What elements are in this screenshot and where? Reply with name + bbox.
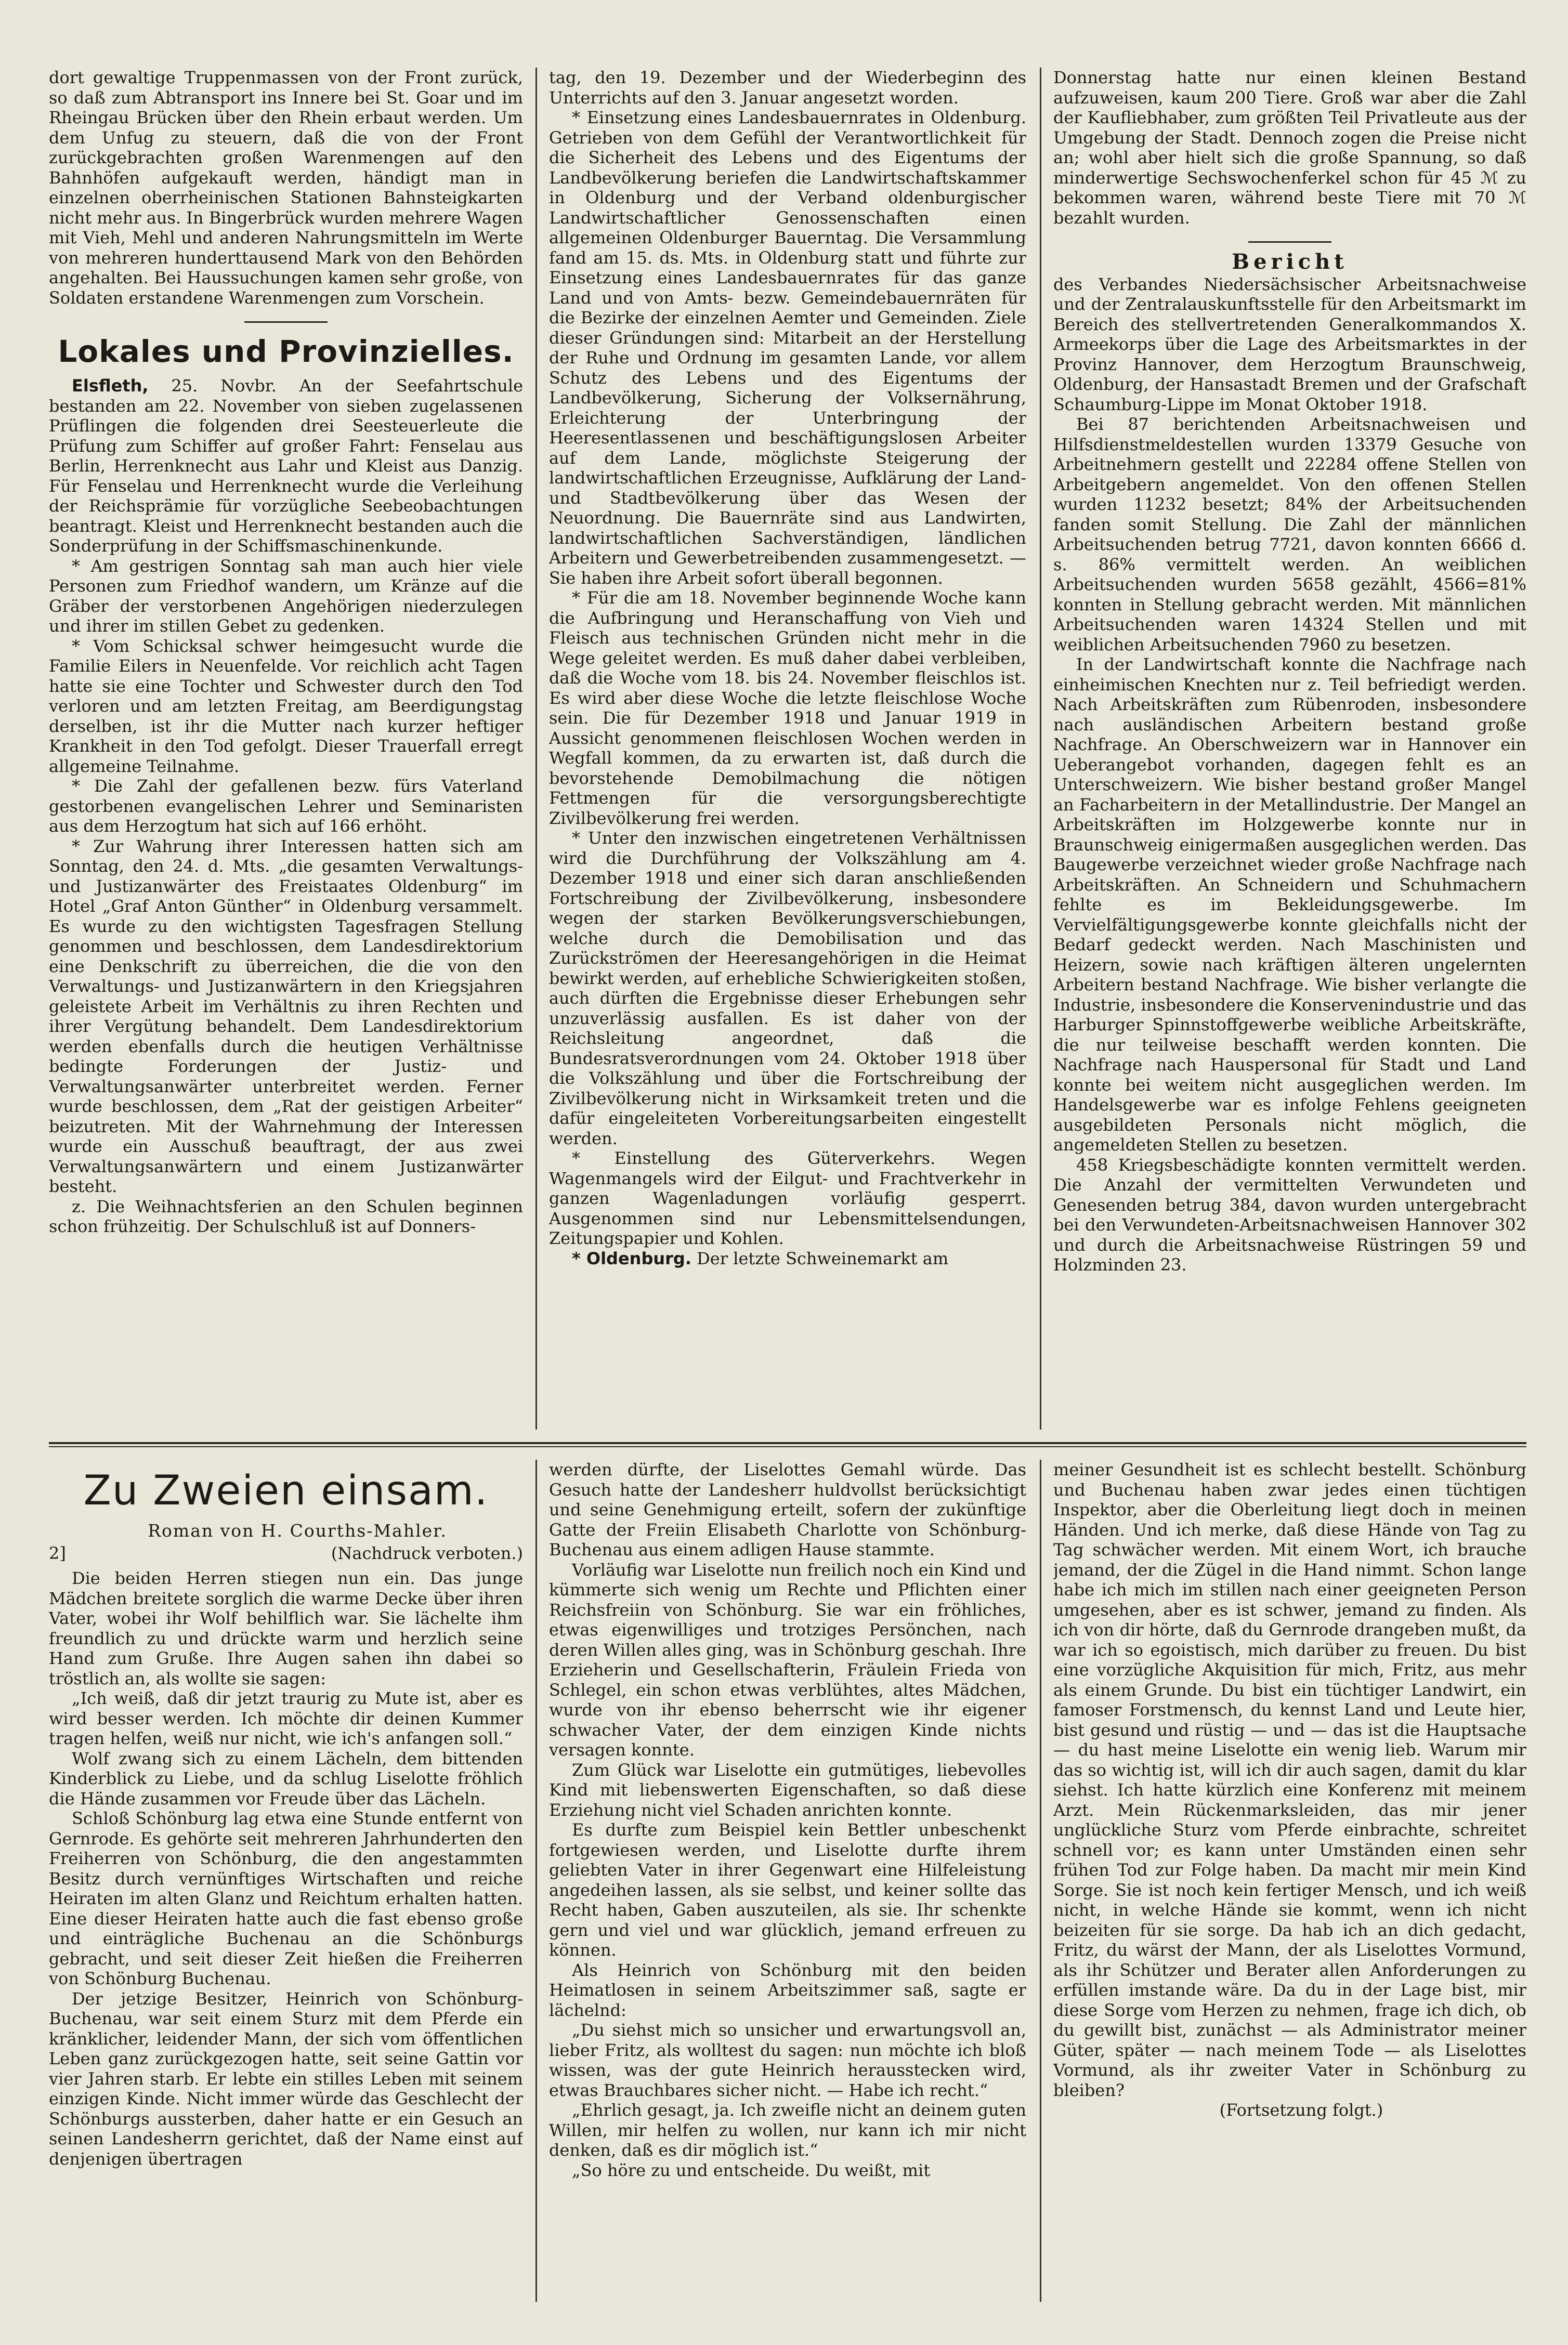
novel-paragraph: Wolf zwang sich zu einem Lächeln, dem bittenden Kinderblick zu Liebe, und da schlug Liselotte fröhlich die Hände zusammen vor Freude über das Lächeln.: [49, 1748, 523, 1809]
article-schweinemarkt-text: Der letzte Schweinemarkt am: [691, 1248, 949, 1268]
novel-paragraph: Zum Glück war Liselotte ein gutmütiges, liebevolles Kind mit liebenswerten Eigenschaften, so daß diese Erziehung nicht viel Schaden anrichten konnte.: [549, 1760, 1026, 1820]
novel-meta: [49, 1543, 523, 1564]
novel-paragraph: „Ich weiß, daß dir jetzt traurig zu Mute ist, aber es wird besser werden. Ich möchte dir deinen Kummer tragen helfen, weiß nur nicht, wie ich's anfangen soll.“: [49, 1688, 523, 1748]
news-column-3: [1053, 68, 1526, 1430]
novel-paragraph: meiner Gesundheit ist es schlecht bestellt. Schönburg und Buchenau haben zwar jedes einen tüchtigen Inspektor, aber die Oberleitung liegt doch in meinen Händen. Und ich merke, daß diese Hände von Tag zu Tag schwächer werden. Mit einem Wort, ich brauche jemand, der die Zügel in die Hand nimmt. Schon lange habe ich mich im stillen nach einer geeigneten Person umgesehen, aber es ist schwer, jemand zu finden. Als ich von dir hörte, daß du Gernrode drangeben mußt, da war ich so egoistisch, mich darüber zu freuen. Du bist eine vorzügliche Akquisition für mich, Fritz, aus mehr als einem Grunde. Du bist ein tüchtiger Landwirt, ein famoser Forstmensch, du kennst Land und Leute hier, bist gesund und rüstig — und — das ist die Hauptsache — du hast meine Liselotte ein wenig lieb. Warum mir das so wichtig ist, will ich dir auch sagen, damit du klar siehst. Ich hatte kürzlich eine Konferenz mit meinem Arzt. Mein Rückenmarksleiden, das mir jener unglückliche Sturz vom Pferde einbrachte, schreitet schnell vor; es kann unter Umständen einen sehr frühen Tod zur Folge haben. Da macht mir mein Kind Sorge. Sie ist noch kein fertiger Mensch, und ich weiß nicht, in welche Hände sie kommt, wenn ich nicht beizeiten für sie sorge. Da hab ich an dich gedacht, Fritz, du wärst der Mann, der als Liselottes Vormund, als ihr Schützer und Berater allen Anforderungen zu erfüllen imstande wäre. Da du in der Lage bist, mir diese Sorge vom Herzen zu nehmen, frage ich dich, ob du gewillt bist, zunächst — als Administrator meiner Güter, später — nach meinem Tode — als Liselottes Vormund, als ihr zweiter Vater in Schönburg zu bleiben?: [1053, 1460, 1526, 2100]
column-rule: [535, 68, 537, 1430]
report-sectors: In der Landwirtschaft konnte die Nachfrage nach einheimischen Knechten nur z. Teil befriedigt werden. Nach Arbeitskräften zum Rübenroden, insbesondere nach ausländischen Arbeitern bestand große Nachfrage. An Oberschweizern war in Hannover ein Ueberangebot vorhanden, dagegen fehlt es an Unterschweizern. Wie bisher bestand großer Mangel an Facharbeitern in der Metallindustrie. Der Mangel an Arbeitskräften im Holzgewerbe konnte nur in Braunschweig einigermaßen ausgeglichen werden. Das Baugewerbe verzeichnet wieder große Nachfrage nach Arbeitskräften. An Schneidern und Schuhmachern fehlte es im Bekleidungsgewerbe. Im Vervielfältigungsgewerbe konnte gleichfalls nicht der Bedarf gedeckt werden. Nach Maschinisten und Heizern, sowie nach kräftigen älteren ungelernten Arbeitern bestand Nachfrage. Wie bisher verlangte die Industrie, insbesondere die Konservenindustrie und das Harburger Spinnstoffgewerbe weibliche Arbeitskräfte, die nur teilweise beschafft werden konnten. Die Nachfrage nach Hauspersonal für Stadt und Land konnte bei weitem nicht ausgeglichen werden. Im Handelsgewerbe war es infolge Fehlens geeigneten ausgebildeten Personals nicht möglich, die angemeldeten Stellen zu besetzen.: [1053, 654, 1526, 1155]
article-troop-transport: dort gewaltige Truppenmassen von der Front zurück, so daß zum Abtransport ins Innere bei St. Goar und im Rheingau Brücken über den Rhein erbaut werden. Um dem Unfug zu steuern, daß die von der Front zurückgebrachten großen Warenmengen auf den Bahnhöfen aufgekauft werden, händigt man in einzelnen oberrheinischen Stationen Bahnsteigkarten nicht mehr aus. In Bingerbrück wurden mehrere Wagen mit Vieh, Mehl und anderen Nahrungsmitteln im Werte von mehreren hunderttausend Mark von den Behörden angehalten. Bei Haussuchungen kamen sehr große, von Soldaten erstandene Warenmengen zum Vorschein.: [49, 68, 523, 308]
article-volkszaehlung: * Unter den inzwischen eingetretenen Verhältnissen wird die Durchführung der Volkszählung am 4. Dezember 1918 und einer sich daran anschließenden Fortschreibung der Zivilbevölkerung, insbesondere wegen der starken Bevölkerungsverschiebungen, welche durch die Demobilisation und das Zurückströmen der Heeresangehörigen in die Heimat bewirkt werden, auf erhebliche Schwierigkeiten stoßen, auch dürften die Ergebnisse dieser Erhebungen sehr unzuverlässig ausfallen. Es ist daher von der Reichsleitung angeordnet, daß die Bundesratsverordnungen vom 24. Oktober 1918 über die Volkszählung und über die Fortschreibung der Zivilbevölkerung nicht in Wirksamkeit treten und die dafür eingeleiteten Vorbereitungsarbeiten eingestellt werden.: [549, 828, 1026, 1148]
novel-paragraph: Es durfte zum Beispiel kein Bettler unbeschenkt fortgewiesen werden, und Liselotte durfte ihrem geliebten Vater in ihrer Gegenwart eine Hilfeleistung angedeihen lassen, als sie selbst, und keiner sollte das Recht haben, Gaben auszuteilen, als sie. Ihr schenkte gern und viel und war glücklich, jemand erfreuen zu können.: [549, 1820, 1026, 1960]
divider: [1248, 241, 1331, 243]
article-elsfleth: [49, 376, 523, 556]
report-title: Bericht: [1232, 250, 1348, 274]
article-weihnachtsferien: z. Die Weihnachtsferien an den Schulen beginnen schon frühzeitig. Der Schulschluß ist auf Donners-: [49, 1196, 523, 1236]
article-friedhof: * Am gestrigen Sonntag sah man auch hier viele Personen zum Friedhof wandern, um Kränze auf die Gräber der verstorbenen Angehörigen niederzulegen und ihrer im stillen Gebet zu gedenken.: [49, 556, 523, 636]
novel-paragraph: „Ehrlich gesagt, ja. Ich zweifle nicht an deinem guten Willen, mir helfen zu wollen, nur kann ich mir nicht denken, daß es dir möglich ist.“: [549, 2100, 1026, 2160]
article-eilers: * Vom Schicksal schwer heimgesucht wurde die Familie Eilers in Neuenfelde. Vor reichlich acht Tagen hatte sie eine Tochter und Schwester durch den Tod verloren und am letzten Freitag, am Beerdigungstag derselben, ist ihr die Mutter nach kurzer heftiger Krankheit in den Tod gefolgt. Dieser Trauerfall erregt allgemeine Teilnahme.: [49, 636, 523, 776]
article-lehrer: * Die Zahl der gefallenen bezw. fürs Vaterland gestorbenen evangelischen Lehrer und Seminaristen aus dem Herzogtum hat sich auf 166 erhöht.: [49, 776, 523, 836]
section-separator: [49, 1442, 1526, 1444]
article-ferien-cont: tag, den 19. Dezember und der Wiederbeginn des Unterrichts auf den 3. Januar angesetzt worden.: [549, 68, 1026, 108]
novel-paragraph: Vorläufig war Liselotte nun freilich noch ein Kind und kümmerte sich wenig um Rechte und Pflichten einer Reichsfreiin von Schönburg. Sie war ein fröhliches, etwas eigenwilliges und trotziges Persönchen, nach deren Willen alles ging, was in Schönburg geschah. Ihre Erzieherin und Gesellschafterin, Fräulein Frieda von Schlegel, ein schon etwas verblühtes, altes Mädchen, wurde von ihr ebenso beherrscht wie ihr eigener schwacher Vater, der dem einzigen Kinde nichts versagen konnte.: [549, 1560, 1026, 1760]
column-rule: [1040, 68, 1041, 1430]
section-title-lokales: Lokales und Provinzielles.: [58, 334, 514, 369]
article-bauernrat: * Einsetzung eines Landesbauernrates in Oldenburg. Getrieben von dem Gefühl der Verantwortlichkeit für die Sicherheit des Lebens und des Eigentums der Landbevölkerung beriefen die Landwirtschaftskammer in Oldenburg und der Verband oldenburgischer Landwirtschaftlicher Genossenschaften einen allgemeinen Oldenburger Bauerntag. Die Versammlung fand am 15. ds. Mts. in Oldenburg statt und führte zur Einsetzung eines Landesbauernrates für das ganze Land und von Amts- bezw. Gemeindebauernräten für die Bezirke der einzelnen Aemter und Gemeinden. Ziele dieser Gründungen sind: Mitarbeit an der Herstellung der Ruhe und Ordnung im gesamten Lande, vor allem Schutz des Lebens und des Eigentums der Landbevölkerung, Sicherung der Volksernährung, Erleichterung der Unterbringung der Heeresentlassenen und beschäftigungslosen Arbeiter auf dem Lande, möglichste Steigerung der landwirtschaftlichen Erzeugnisse, Aufklärung der Land- und Stadtbevölkerung über das Wesen der Neuordnung. Die Bauernräte sind aus Landwirten, landwirtschaftlichen Sachverständigen, ländlichen Arbeitern und Gewerbetreibenden zusammengesetzt. — Sie haben ihre Arbeit sofort überall begonnen.: [549, 108, 1026, 588]
novel-paragraph: Als Heinrich von Schönburg mit den beiden Heimatlosen in seinem Arbeitszimmer saß, sagte er lächelnd:: [549, 1960, 1026, 2020]
novel-column-3: [1053, 1460, 1526, 2302]
news-column-1: [49, 68, 523, 1430]
article-anwaerter: * Zur Wahrung ihrer Interessen hatten sich am Sonntag, den 24. d. Mts. „die gesamten Verwaltungs- und Justizanwärter des Freistaates Oldenburg“ im Hotel „Graf Anton Günther“ in Oldenburg versammelt. Es wurde zu den wichtigsten Tagesfragen Stellung genommen und beschlossen, dem Landesdirektorium eine Denkschrift zu überreichen, die die von den Verwaltungs- und Justizanwärtern in den Kriegsjahren geleistete Arbeit im Verhältnis zu ihren Rechten und ihrer Vergütung behandelt. Dem Landesdirektorium werden ebenfalls durch die heutigen Verhältnisse bedingte Forderungen der Justiz- und Verwaltungsanwärter unterbreitet werden. Ferner wurde beschlossen, dem „Rat der geistigen Arbeiter“ beizutreten. Mit der Wahrnehmung der Interessen wurde ein Ausschuß beauftragt, der aus zwei Verwaltungsanwärtern und einem Justizanwärter besteht.: [49, 836, 523, 1196]
novel-byline: Roman von H. Courths-Mahler.: [148, 1521, 447, 1541]
novel-paragraph: werden dürfte, der Liselottes Gemahl würde. Das Gesuch hatte der Landesherr huldvollst berücksichtigt und seine Genehmigung erteilt, sofern der zukünftige Gatte der Freiin Elisabeth Charlotte von Schönburg-Buchenau aus einem adligen Hause stammte.: [549, 1460, 1026, 1560]
column-rule: [1040, 1460, 1041, 2302]
column-rule: [535, 1460, 537, 2302]
to-be-continued: (Fortsetzung folgt.): [1219, 2100, 1383, 2120]
article-gueterverkehr: * Einstellung des Güterverkehrs. Wegen Wagenmangels wird der Eilgut- und Frachtverkehr in ganzen Wagenladungen vorläufig gesperrt. Ausgenommen sind nur Lebensmittelsendungen, Zeitungspapier und Kohlen.: [549, 1148, 1026, 1248]
article-fleischlos: * Für die am 18. November beginnende Woche kann die Aufbringung und Heranschaffung von Vieh und Fleisch aus technischen Gründen nicht mehr in die Wege geleitet werden. Es muß daher dabei verbleiben, daß die Woche vom 18. bis 24. November fleischlos ist. Es wird aber diese Woche die letzte fleischlose Woche sein. Die für Dezember 1918 und Januar 1919 in Aussicht genommenen fleischlosen Wochen werden in Wegfall kommen, da zu erwarten ist, daß durch die bevorstehende Demobilmachung die nötigen Fettmengen für die versorgungsberechtigte Zivilbevölkerung frei werden.: [549, 588, 1026, 828]
report-subtitle: des Verbandes Niedersächsischer Arbeitsnachweise und der Zentralauskunftsstelle für den Arbeitsmarkt im Bereich des stellvertretenden Generalkommandos X. Armeekorps über die Lage des Arbeitsmarktes in der Provinz Hannover, dem Herzogtum Braunschweig, Oldenburg, der Hansastadt Bremen und der Grafschaft Schaumburg-Lippe im Monat Oktober 1918.: [1053, 274, 1526, 414]
dateline-place: Elsfleth,: [72, 376, 149, 396]
novel-paragraph: „So höre zu und entscheide. Du weißt, mit: [572, 2160, 931, 2180]
novel-paragraph: Der jetzige Besitzer, Heinrich von Schönburg-Buchenau, war seit einem Sturz mit dem Pferde ein kränklicher, leidender Mann, der sich vom öffentlichen Leben ganz zurückgezogen hatte, seit seine Gattin vor vier Jahren starb. Er lebte ein stilles Leben mit seinem einzigen Kinde. Nicht immer würde das Geschlecht der Schönburgs aussterben, daher hatte er ein Gesuch an seinen Landesherrn gerichtet, daß der Name einst auf denjenigen übertragen: [49, 1988, 523, 2169]
installment-number: 2]: [49, 1543, 66, 1563]
article-elsfleth-text: 25. Novbr. An der Seefahrtschule bestanden am 22. November von sieben zugelassenen Prüflingen die folgenden drei Seesteuerleute die Prüfung zum Schiffer auf großer Fahrt: Fenselau aus Berlin, Herrenknecht aus Lahr und Kleist aus Danzig. Für Fenselau und Herrenknecht wurde die Verleihung der Reichsprämie für vorzügliche Seebeobachtungen beantragt. Kleist und Herrenknecht bestanden auch die Sonderprüfung in der Schiffsmaschinenkunde.: [49, 376, 523, 556]
article-schweinemarkt: [549, 1249, 1026, 1269]
novel-paragraph: Schloß Schönburg lag etwa eine Stunde entfernt von Gernrode. Es gehörte seit mehreren Jahrhunderten den Freiherren von Schönburg, die den angestammten Besitz durch vernünftiges Wirtschaften und reiche Heiraten im alten Glanz und Reichtum erhalten hatten. Eine dieser Heiraten hatte auch die fast ebenso große und einträgliche Buchenau an die Schönburgs gebracht, und seit dieser Zeit hießen die Freiherren von Schönburg Buchenau.: [49, 1809, 523, 1988]
divider: [244, 321, 328, 323]
novel-column-2: [549, 1460, 1026, 2302]
novel-paragraph: „Du siehst mich so unsicher und erwartungsvoll an, lieber Fritz, als wolltest du sagen: nun möchte ich bloß wissen, was der gute Heinrich herausstecken wird, etwas Brauchbares sicher nicht. — Habe ich recht.“: [549, 2020, 1026, 2100]
news-column-2: [549, 68, 1026, 1430]
report-kriegsbeschaedigte: 458 Kriegsbeschädigte konnten vermittelt werden. Die Anzahl der vermittelten Verwundeten und Genesenden betrug 384, davon wurden untergebracht bei den Verwundeten-Arbeitsnachweisen Hannover 302 und durch die Arbeitsnachweise Rüstringen 59 und Holzminden 23.: [1053, 1155, 1526, 1275]
novel-title: Zu Zweien einsam.: [83, 1468, 489, 1514]
reprint-notice: (Nachdruck verboten.): [331, 1543, 523, 1563]
section-separator: [49, 1446, 1526, 1447]
dateline-place: * Oldenburg.: [572, 1248, 691, 1268]
report-statistics: Bei 87 berichtenden Arbeitsnachweisen und Hilfsdienstmeldestellen wurden 13379 Gesuche von Arbeitnehmern gestellt und 22284 offene Stellen von Arbeitgebern angemeldet. Von den offenen Stellen wurden 11232 besetzt; 84% der Arbeitsuchenden fanden somit Stellung. Die Zahl der männlichen Arbeitsuchenden betrug 7721, davon konnten 6666 d. s. 86% vermittelt werden. An weiblichen Arbeitsuchenden wurden 5658 gezählt, 4566=81% konnten in Stellung gebracht werden. Mit männlichen Arbeitsuchenden waren 14324 Stellen und mit weiblichen Arbeitsuchenden 7960 zu besetzen.: [1053, 414, 1526, 654]
novel-paragraph: Die beiden Herren stiegen nun ein. Das junge Mädchen breitete sorglich die warme Decke über ihren Vater, wobei ihr Wolf behilflich war. Sie lächelte ihm freundlich zu und drückte warm und herzlich seine Hand zum Gruße. Ihre Augen sahen ihn dabei so tröstlich an, als wollte sie sagen:: [49, 1568, 523, 1688]
article-schweinemarkt-cont: Donnerstag hatte nur einen kleinen Bestand aufzuweisen, kaum 200 Tiere. Groß war aber die Zahl der Kaufliebhaber, zum größten Teil Privatleute aus der Umgebung der Stadt. Dennoch zogen die Preise nicht an; wohl aber hielt sich die große Spannung, so daß minderwertige Sechswochenferkel schon für 45 ℳ zu bekommen waren, während beste Tiere mit 70 ℳ bezahlt wurden.: [1053, 68, 1526, 228]
novel-column-1: [49, 1460, 523, 2302]
